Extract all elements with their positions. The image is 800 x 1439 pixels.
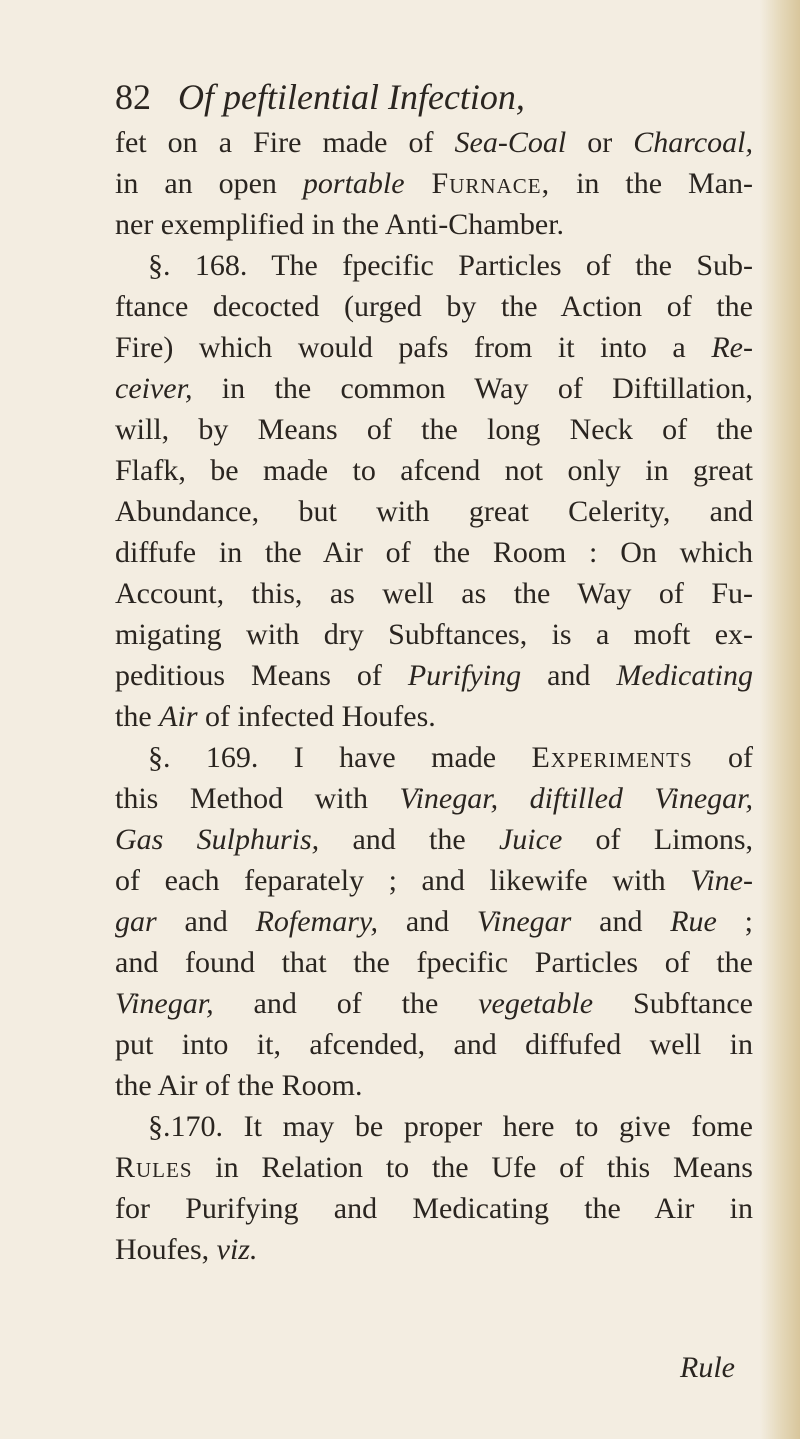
text-run: Purifying (407, 659, 522, 692)
text-line (115, 655, 753, 696)
text-line (115, 409, 753, 450)
text-line (115, 1188, 753, 1229)
text-run: in the Man- (550, 167, 753, 200)
text-line (115, 286, 753, 327)
text-run: Air (159, 700, 198, 733)
text-run: Juice (498, 823, 563, 856)
text-line (115, 532, 753, 573)
text-run: viz. (216, 1233, 258, 1266)
text-run: the Air of the Room. (115, 1069, 363, 1102)
text-run: ; (716, 905, 753, 938)
text-line (115, 122, 753, 163)
text-line (115, 778, 753, 819)
text-run: §.170. It may be proper here to give fome (148, 1110, 753, 1143)
text-run: Rules (115, 1151, 193, 1184)
text-run: Houfes, (115, 1233, 217, 1266)
text-line (115, 491, 753, 532)
text-line (115, 1229, 753, 1270)
text-line (115, 1065, 753, 1106)
page-edge-shadow (760, 0, 800, 1439)
text-run: in an open (115, 167, 303, 200)
text-line (115, 450, 753, 491)
running-title: Of peftilential Infection, (178, 77, 525, 117)
text-run: §. 168. The fpecific Particles of the Sub- (148, 249, 753, 282)
text-line (115, 1024, 753, 1065)
text-line (115, 573, 753, 614)
text-line (115, 245, 753, 286)
text-run: migating with dry Subftances, is a moft ex- (115, 618, 753, 651)
text-run: and (521, 659, 617, 692)
text-line (115, 327, 753, 368)
text-run: Gas Sulphuris, (115, 823, 320, 856)
text-run: in Relation to the Ufe of this Means (192, 1151, 753, 1184)
text-run: and of the (213, 987, 479, 1020)
text-run: ftance decocted (urged by the Action of the (115, 290, 753, 323)
catchword: Rule (680, 1351, 735, 1384)
text-run (498, 782, 530, 815)
text-line (115, 983, 753, 1024)
text-run: Subftance (593, 987, 753, 1020)
text-line (115, 614, 753, 655)
text-line (115, 163, 753, 204)
text-run: fet on a Fire made of (115, 126, 455, 159)
text-run: portable (302, 167, 405, 200)
text-run: gar (115, 905, 157, 938)
text-run: put into it, afcended, and diffufed well in (115, 1028, 753, 1061)
text-run: Vinegar, (115, 987, 214, 1020)
text-run: Re- (711, 331, 753, 364)
text-line (115, 860, 753, 901)
text-run: ceiver, (115, 372, 193, 405)
text-run: vegetable (478, 987, 594, 1020)
text-run: and (156, 905, 256, 938)
text-run: peditious Means of (115, 659, 408, 692)
text-run: and (571, 905, 671, 938)
text-run: and (378, 905, 477, 938)
text-line (115, 737, 753, 778)
text-line (115, 368, 753, 409)
text-run: Medicating (616, 659, 753, 692)
text-run: of (692, 741, 753, 774)
text-run: Abundance, but with great Celerity, and (115, 495, 753, 528)
text-run: of each feparately ; and likewife with (115, 864, 691, 897)
text-line (115, 1106, 753, 1147)
text-line (115, 204, 753, 245)
text-run: of Limons, (562, 823, 753, 856)
text-run: Flafk, be made to afcend not only in great (115, 454, 753, 487)
text-run: Rofemary, (255, 905, 379, 938)
text-line (115, 819, 753, 860)
text-run: and found that the fpecific Particles of the (115, 946, 753, 979)
text-run: of infected Houfes. (197, 700, 436, 733)
text-run: this Method with (115, 782, 400, 815)
text-line (115, 696, 753, 737)
text-line (115, 942, 753, 983)
text-run: Rue (670, 905, 717, 938)
text-run: §. 169. I have made (148, 741, 532, 774)
text-line (115, 1147, 753, 1188)
text-run: for Purifying and Medicating the Air in (115, 1192, 753, 1225)
text-run: Vine- (690, 864, 753, 897)
text-run: Account, this, as well as the Way of Fu- (115, 577, 753, 610)
text-run: diftilled Vinegar, (529, 782, 753, 815)
text-run: Experiments (531, 741, 693, 774)
text-line (115, 901, 753, 942)
page-number: 82 (115, 77, 151, 117)
text-run: or (566, 126, 634, 159)
text-run: will, by Means of the long Neck of the (115, 413, 753, 446)
text-run: Furnace, (404, 167, 551, 200)
text-run: Vinegar, (399, 782, 499, 815)
text-run: Charcoal, (633, 126, 753, 159)
text-run: Vinegar (476, 905, 572, 938)
text-run: the (115, 700, 160, 733)
text-run: diffufe in the Air of the Room : On which (115, 536, 753, 569)
text-run: in the common Way of Diftillation, (192, 372, 753, 405)
running-header (115, 72, 735, 122)
body-text (115, 122, 753, 1270)
text-run: Fire) which would pafs from it into a (115, 331, 712, 364)
text-run: Sea-Coal (454, 126, 567, 159)
text-run: and the (319, 823, 499, 856)
text-run: ner exemplified in the Anti-Chamber. (115, 208, 565, 241)
